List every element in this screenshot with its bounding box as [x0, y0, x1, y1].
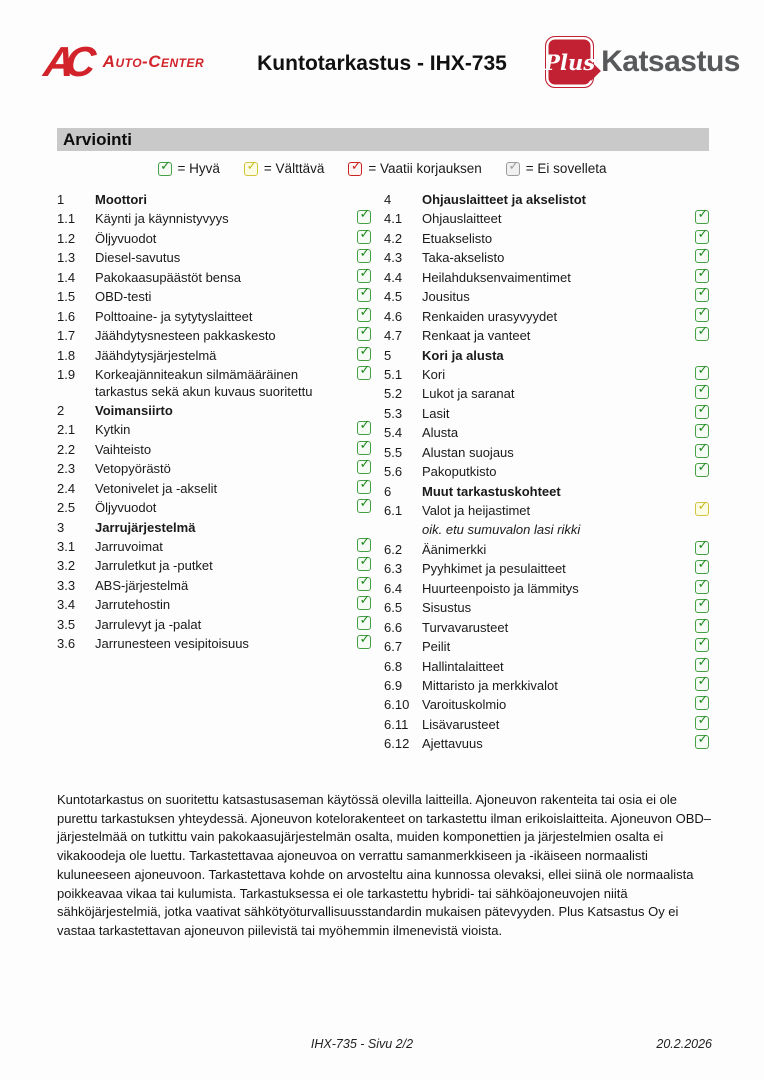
checklist-row [384, 190, 709, 209]
checklist-row [57, 401, 371, 420]
status-checkbox-good [695, 732, 709, 749]
status-checkbox-good [357, 535, 371, 552]
row-label: Renkaat ja vanteet [422, 328, 531, 344]
legend-label: = Välttävä [263, 161, 325, 176]
row-number: 1.9 [57, 366, 76, 382]
check-icon: ✓ [359, 285, 371, 301]
row-label: ABS-järjestelmä [95, 577, 189, 593]
check-icon: ✓ [697, 712, 709, 728]
auto-center-logo-text: Auto-Center [102, 52, 205, 71]
row-number: 2.1 [57, 422, 76, 438]
status-checkbox-good [357, 632, 371, 649]
checklist-row [57, 612, 371, 634]
status-checkbox-good [695, 265, 709, 283]
row-label: Jäähdytysnesteen pakkaskesto [95, 328, 276, 344]
check-icon: ✓ [508, 158, 520, 174]
check-icon: ✓ [697, 557, 709, 573]
status-checkbox-good [695, 382, 709, 399]
row-number: 5 [384, 347, 392, 363]
status-checkbox-good [357, 457, 371, 474]
section-header-arviointi: Arviointi [57, 128, 709, 151]
status-checkbox-good [357, 285, 371, 302]
checklist-row [384, 462, 709, 481]
row-number: 6.11 [384, 716, 409, 732]
row-label: Kytkin [95, 422, 131, 438]
row-number: 6.10 [384, 697, 410, 713]
checklist-row [384, 287, 709, 306]
row-label: Korkeajänniteakun silmämääräinen tarkastus sekä akun kuvaus suoritettu [95, 366, 313, 400]
check-icon: ✓ [697, 673, 709, 689]
row-label: Ohjauslaitteet [422, 211, 502, 227]
check-icon: ✓ [359, 573, 371, 589]
check-icon: ✓ [359, 632, 371, 648]
checklist-row [57, 420, 371, 439]
legend-label: = Vaatii korjauksen [368, 161, 482, 176]
row-number: 4.7 [384, 328, 403, 344]
row-number: 3.4 [57, 597, 76, 613]
row-label: Moottori [95, 192, 147, 207]
status-checkbox-good [695, 615, 709, 633]
checklist-row [384, 423, 709, 442]
row-number: 4.3 [384, 250, 403, 266]
row-label: Pakokaasupäästöt bensa [95, 269, 241, 285]
status-checkbox-good [357, 226, 371, 244]
check-icon: ✓ [359, 612, 371, 628]
row-label: Lukot ja saranat [422, 386, 515, 402]
row-label: Mittaristo ja merkkivalot [422, 677, 558, 693]
row-label: Voimansiirto [95, 402, 173, 418]
status-checkbox-fair [244, 158, 258, 176]
checklist-row [57, 573, 371, 595]
row-label: Heilahduksenvaimentimet [422, 269, 571, 285]
disclaimer-text: Kuntotarkastus on suoritettu katsastusaseman käytössä olevilla laitteilla. Ajoneuvon rakenteita tai osia ei ole purettu tarkastuksen yhteydessä. Ajoneuvon kotelorakenteet on tarkastettu ilman erikoislaitteita. Ajoneuvon OBD–järjestelmää on tutkittu vain pakokaasujärjestelmän osalta, muiden komponettien ja järjestelmien osalta ei vikakoodeja ole luettu. Tarkastettavaa ajoneuvoa on verrattu samanmerkkiseen ja -ikäiseen normaalisti kuluneeseen ajoneuvoon. Tarkastettava kohde on arvosteltu aina kunnossa olevaksi, ellei siinä ole normaalista poikkeavaa vikaa tai kulumista. Tarkastuksessa ei ole tarkastettu hybridi- tai sähköajoneuvojen niitä sähköjärjestelmiä, jotka vaativat sähkötyöturvallisuusstandardin mukaisen pätevyyden. Plus Katsastus Oy ei vastaa tarkastettavan ajoneuvon piilevistä tai myöhemmin ilmenevistä vioista. [57, 792, 711, 938]
check-icon: ✓ [359, 265, 371, 281]
status-checkbox-good [695, 324, 709, 341]
legend [0, 158, 764, 176]
status-checkbox-good [357, 265, 371, 283]
checklist-row [57, 476, 371, 498]
row-label: Ohjauslaitteet ja akselistot [422, 192, 587, 207]
row-label: Valot ja heijastimet [422, 503, 531, 518]
check-icon: ✓ [350, 158, 362, 174]
row-number: 4.6 [384, 308, 403, 324]
row-number: 6.2 [384, 541, 403, 557]
row-number: 3.1 [57, 539, 76, 554]
row-label: Öljyvuodot [95, 500, 157, 516]
status-checkbox-good [695, 401, 709, 419]
row-number [384, 520, 422, 521]
row-number: 2 [57, 402, 65, 418]
row-label: Pakoputkisto [422, 464, 497, 480]
check-icon: ✓ [359, 496, 371, 512]
checklist-row [384, 362, 709, 384]
check-icon: ✓ [697, 265, 709, 281]
checklist-row [57, 437, 371, 459]
checklist-row [384, 401, 709, 423]
check-icon: ✓ [246, 158, 258, 174]
check-icon: ✓ [359, 207, 371, 223]
row-number: 6.8 [384, 658, 403, 674]
checklist-row [384, 637, 709, 656]
row-label: Jäähdytysjärjestelmä [95, 347, 217, 363]
plus-katsastus-logo [545, 36, 740, 88]
check-icon: ✓ [697, 576, 709, 592]
row-label: Jousitus [422, 289, 470, 305]
check-icon: ✓ [697, 460, 709, 476]
check-icon: ✓ [359, 418, 371, 434]
checklist-row [57, 287, 371, 306]
row-label: Äänimerkki [422, 541, 487, 557]
status-checkbox-good [695, 246, 709, 263]
row-number: 1.6 [57, 308, 76, 324]
row-label: OBD-testi [95, 289, 152, 305]
row-number: 6.4 [384, 580, 403, 596]
row-label: Ajettavuus [422, 736, 483, 752]
row-number: 6.7 [384, 639, 403, 655]
status-checkbox-good [158, 158, 172, 176]
checklist-row [384, 326, 709, 345]
checklist-row [384, 440, 709, 462]
row-number: 2.5 [57, 500, 76, 516]
row-number: 6 [384, 483, 392, 499]
check-icon: ✓ [697, 324, 709, 340]
status-checkbox-good [695, 654, 709, 672]
checklist-row [57, 326, 371, 345]
checklist-row [384, 712, 709, 734]
check-icon: ✓ [697, 732, 709, 748]
row-number: 5.5 [384, 444, 403, 460]
legend-item-na [506, 158, 607, 176]
checklist-row [384, 248, 709, 267]
check-icon: ✓ [359, 343, 371, 359]
row-label: Varoituskolmio [422, 697, 507, 713]
checklist-row [384, 482, 709, 501]
status-checkbox-good [695, 635, 709, 652]
checklist-row [384, 501, 709, 520]
status-checkbox-good [357, 496, 371, 513]
row-number: 6.3 [384, 561, 403, 577]
row-label: Käynti ja käynnistyvyys [95, 211, 229, 227]
row-number: 3.2 [57, 558, 76, 574]
row-number: 4 [384, 192, 392, 207]
row-number: 6.1 [384, 503, 403, 518]
status-checkbox-na [506, 158, 520, 176]
checklist-row [384, 209, 709, 228]
row-label: Turvavarusteet [422, 619, 509, 635]
status-checkbox-good [357, 324, 371, 341]
row-number: 2.2 [57, 441, 76, 457]
status-checkbox-good [695, 460, 709, 477]
checklist-row [384, 654, 709, 676]
row-label: Jarrujärjestelmä [95, 519, 196, 535]
check-icon: ✓ [697, 635, 709, 651]
row-number: 1.3 [57, 250, 76, 266]
legend-item-repair [348, 158, 482, 176]
checklist-row [384, 598, 709, 617]
checklist-row [57, 634, 371, 653]
row-number: 1.2 [57, 230, 76, 246]
checklist-row [384, 346, 709, 365]
status-checkbox-good [357, 612, 371, 630]
check-icon: ✓ [697, 382, 709, 398]
check-icon: ✓ [359, 554, 371, 570]
row-number: 5.6 [384, 464, 403, 480]
page-title: Kuntotarkastus - IHX-735 [257, 52, 507, 75]
status-checkbox-good [695, 673, 709, 691]
status-checkbox-good [357, 343, 371, 361]
status-checkbox-good [695, 440, 709, 458]
legend-item-fair [244, 158, 325, 176]
status-checkbox-good [695, 421, 709, 438]
row-label: Jarruvoimat [95, 539, 163, 554]
row-number: 6.9 [384, 677, 403, 693]
check-icon: ✓ [697, 421, 709, 437]
row-number: 5.3 [384, 405, 403, 421]
checklist-row [384, 695, 709, 714]
checklist-right-column [384, 190, 709, 754]
row-number: 6.12 [384, 736, 410, 752]
status-checkbox-good [695, 537, 709, 555]
row-label: Hallintalaitteet [422, 658, 504, 674]
status-checkbox-repair [348, 158, 362, 176]
status-checkbox-good [695, 576, 709, 594]
checklist-row [384, 520, 709, 539]
check-icon: ✓ [697, 693, 709, 709]
status-checkbox-good [695, 207, 709, 224]
check-icon: ✓ [697, 537, 709, 553]
checklist-left-column [57, 190, 371, 654]
status-checkbox-good [357, 593, 371, 610]
row-remark: oik. etu sumuvalon lasi rikki [422, 522, 581, 538]
footer-date: 20.2.2026 [656, 1037, 712, 1051]
checklist-row [384, 537, 709, 559]
legend-label: = Hyvä [177, 161, 220, 176]
checklist-row [57, 226, 371, 248]
check-icon: ✓ [697, 440, 709, 456]
row-number: 4.5 [384, 289, 403, 305]
status-checkbox-good [357, 554, 371, 571]
check-icon: ✓ [359, 246, 371, 262]
check-icon: ✓ [697, 596, 709, 612]
row-number: 5.2 [384, 386, 403, 402]
status-checkbox-good [695, 693, 709, 710]
status-checkbox-good [357, 437, 371, 455]
check-icon: ✓ [697, 246, 709, 262]
row-label: Kori ja alusta [422, 347, 504, 363]
check-icon: ✓ [697, 615, 709, 631]
checklist-row [57, 248, 371, 267]
status-checkbox-good [357, 246, 371, 263]
row-label: Pyyhkimet ja pesulaitteet [422, 561, 566, 577]
row-number: 6.6 [384, 619, 403, 635]
legend-item-good [158, 158, 220, 176]
check-icon: ✓ [697, 499, 709, 514]
checklist-row [57, 498, 371, 517]
row-label: Jarruletkut ja -putket [95, 558, 213, 574]
status-checkbox-good [695, 285, 709, 302]
row-label: Renkaiden urasyvyydet [422, 308, 558, 324]
check-icon: ✓ [359, 457, 371, 473]
status-checkbox-good [357, 207, 371, 224]
check-icon: ✓ [697, 401, 709, 417]
row-number: 3.6 [57, 636, 76, 652]
row-number: 1.8 [57, 347, 76, 363]
status-checkbox-good [695, 304, 709, 322]
checklist-row [384, 304, 709, 326]
row-label: Etuakselisto [422, 230, 493, 246]
row-label: Vaihteisto [95, 441, 152, 457]
status-checkbox-fair [695, 499, 709, 516]
row-number: 1.5 [57, 289, 76, 305]
check-icon: ✓ [697, 362, 709, 378]
row-label: Muut tarkastuskohteet [422, 483, 561, 499]
row-number: 4.4 [384, 269, 403, 285]
check-icon: ✓ [359, 593, 371, 609]
check-icon: ✓ [359, 304, 371, 320]
row-label: Polttoaine- ja sytytyslaitteet [95, 308, 253, 324]
checklist-row [57, 304, 371, 326]
row-label: Huurteenpoisto ja lämmitys [422, 580, 579, 596]
check-icon: ✓ [359, 437, 371, 453]
check-icon: ✓ [359, 226, 371, 242]
status-checkbox-good [357, 476, 371, 494]
row-label: Jarrutehostin [95, 597, 171, 613]
checklist-row [384, 265, 709, 287]
row-number: 1 [57, 192, 65, 207]
checklist-row [57, 343, 371, 365]
row-label: Lisävarusteet [422, 716, 500, 732]
checklist-row [57, 190, 371, 209]
row-number: 4.2 [384, 230, 403, 246]
check-icon: ✓ [160, 158, 171, 174]
row-label: Alustan suojaus [422, 444, 514, 460]
row-number: 1.4 [57, 269, 76, 285]
katsastus-logo-text: Katsastus [601, 45, 740, 78]
check-icon: ✓ [359, 324, 371, 340]
status-checkbox-good [695, 596, 709, 613]
checklist-row [57, 362, 371, 401]
checklist-row [384, 384, 709, 403]
row-label: Sisustus [422, 600, 472, 616]
ac-logo-icon: AC [41, 38, 90, 85]
checklist-row [57, 265, 371, 287]
legend-label: = Ei sovelleta [525, 161, 607, 176]
checklist-row [384, 734, 709, 753]
row-number: 5.1 [384, 366, 403, 382]
row-label: Lasit [422, 405, 450, 421]
row-label: Öljyvuodot [95, 230, 157, 246]
row-label: Jarrunesteen vesipitoisuus [95, 636, 249, 652]
row-label: Jarrulevyt ja -palat [95, 616, 202, 632]
check-icon: ✓ [697, 285, 709, 301]
row-label: Diesel-savutus [95, 250, 181, 266]
row-number: 6.5 [384, 600, 403, 616]
check-icon: ✓ [697, 226, 709, 242]
row-number: 1.1 [57, 211, 76, 227]
check-icon: ✓ [697, 654, 709, 670]
checklist-row [57, 518, 371, 537]
row-label: Vetopyörästö [95, 461, 171, 477]
status-checkbox-good [357, 304, 371, 322]
checklist-row [384, 226, 709, 248]
checklist-row [384, 576, 709, 598]
row-label: Kori [422, 366, 446, 382]
row-label: Alusta [422, 425, 459, 441]
status-checkbox-good [695, 557, 709, 574]
status-checkbox-good [695, 712, 709, 730]
status-checkbox-good [357, 573, 371, 591]
status-checkbox-good [357, 362, 371, 380]
checklist-row [384, 673, 709, 695]
checklist-row [57, 595, 371, 614]
check-icon: ✓ [359, 362, 371, 378]
row-label: Vetonivelet ja -akselit [95, 480, 218, 496]
plus-badge-icon [545, 36, 594, 88]
row-number: 3.5 [57, 616, 76, 632]
checklist [57, 190, 709, 754]
row-number: 3.3 [57, 577, 76, 593]
check-icon: ✓ [697, 304, 709, 320]
status-checkbox-good [695, 362, 709, 380]
row-label: Peilit [422, 639, 451, 655]
checklist-row [57, 537, 371, 556]
plus-badge-text: Plus [544, 49, 596, 75]
row-number: 1.7 [57, 328, 76, 344]
check-icon: ✓ [697, 207, 709, 223]
check-icon: ✓ [359, 535, 371, 550]
row-number: 4.1 [384, 211, 403, 227]
status-checkbox-good [695, 226, 709, 244]
status-checkbox-good [357, 418, 371, 435]
row-label: Taka-akselisto [422, 250, 505, 266]
checklist-row [384, 559, 709, 578]
footer-page-number: IHX-735 - Sivu 2/2 [310, 1037, 414, 1051]
row-number: 3 [57, 519, 65, 535]
row-number: 2.4 [57, 480, 76, 496]
row-number: 2.3 [57, 461, 76, 477]
checklist-row [57, 209, 371, 228]
row-number: 5.4 [384, 425, 403, 441]
check-icon: ✓ [359, 476, 371, 492]
checklist-row [384, 615, 709, 637]
checklist-row [57, 459, 371, 478]
checklist-row [57, 556, 371, 575]
